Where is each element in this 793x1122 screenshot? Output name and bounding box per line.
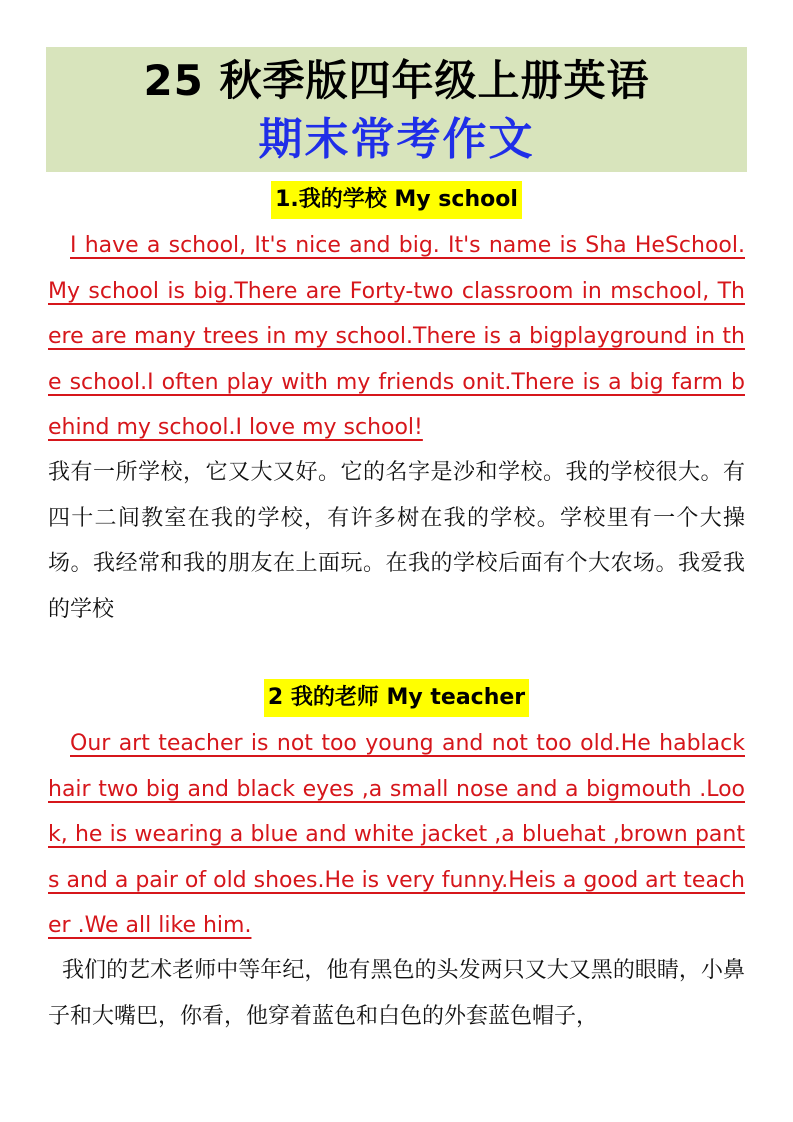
section-heading-label: 2 我的老师 My teacher	[264, 679, 529, 717]
english-essay-teacher: Our art teacher is not too young and not too old.He hablack hair two big and black eyes ,a small nose and a bigmouth .Look, he is wearing a blue and white jacket ,a bluehat ,brown pants and a pair of old shoes.He is very funny.Heis a good art teacher .We all like him.	[48, 731, 745, 938]
section-heading-school	[0, 181, 793, 219]
page-title: 25 秋季版四年级上册英语	[143, 56, 650, 105]
page-subtitle: 期末常考作文	[258, 114, 535, 165]
chinese-translation-school: 我有一所学校，它又大又好。它的名字是沙和学校。我的学校很大。有四十二间教室在我的学校，有许多树在我的学校。学校里有一个大操场。我经常和我的朋友在上面玩。在我的学校后面有个大农场。我爱我的学校	[48, 460, 745, 622]
chinese-translation-teacher: 我们的艺术老师中等年纪，他有黑色的头发两只又大又黑的眼睛，小鼻子和大嘴巴，你看，他穿着蓝色和白色的外套蓝色帽子，	[48, 958, 745, 1029]
section-heading-teacher	[0, 679, 793, 717]
english-essay-school: I have a school, It's nice and big. It's name is Sha HeSchool.My school is big.There are Forty-two classroom in mschool, There are many trees in my school.There is a bigplayground in the school.I often play with my friends onit.There is a big farm behind my school.I love my school!	[48, 233, 745, 440]
title-banner	[46, 47, 747, 172]
section-heading-label: 1.我的学校 My school	[271, 181, 522, 219]
